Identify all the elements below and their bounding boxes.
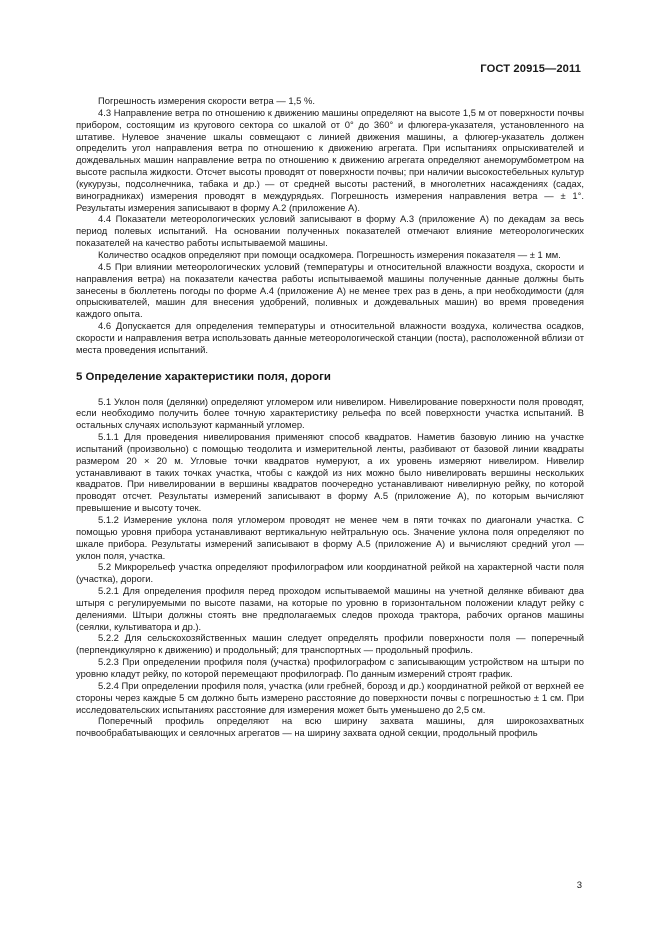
paragraph-5-1-2: 5.1.2 Измерение уклона поля угломером проводят не менее чем в пяти точках по диагонали участка. С помощью уровня прибора устанавливают вертикальную нейтральную ось. Значение уклона поля определяют по шкале прибора. Результаты измерений записывают в форму А.5 (приложение А) и вычисляют средний угол — уклон поля, участка. <box>76 514 584 561</box>
paragraph-4-4: 4.4 Показатели метеорологических условий записывают в форму А.3 (приложение А) по декадам за весь период полевых испытаний. На основании полученных показателей отмечают влияние метеорологических показателей на качество работы испытываемой машины. <box>76 213 584 249</box>
paragraph-5-1: 5.1 Уклон поля (делянки) определяют угломером или нивелиром. Нивелирование поверхности поля проводят, если необходимо получить более точную характеристику рельефа по всей поверхности участка испытаний. В остальных случаях используют карманный угломер. <box>76 395 584 431</box>
paragraph-4-2-tail: Погрешность измерения скорости ветра — 1,5 %. <box>98 95 315 106</box>
paragraph-4-4-precipitation: Количество осадков определяют при помощи осадкомера. Погрешность измерения показателя — ± 1 мм. <box>98 248 561 260</box>
page-number: 3 <box>576 880 582 891</box>
paragraph-5-2-3: 5.2.3 При определении профиля поля (участка) профилографом с записывающим устройством на штыри по уровню кладут рейку, по которой перемещают профилограф. По данным измерений строят график. <box>76 656 584 679</box>
paragraph-5-2-1: 5.2.1 Для определения профиля перед проходом испытываемой машины на учетной делянке вбивают два штыря с регулируемыми по высоте пазами, на которые по уровню в горизонтальном положении кладут рейку с делениями. Штыри должны стоять вне предполагаемых следов прохода трактора, рабочих органов машины (сеялки, культиватора и др.). <box>76 585 584 632</box>
paragraph-5-2-2: 5.2.2 Для сельскохозяйственных машин следует определять профили поверхности поля — поперечный (перпендикулярно к движению) и продольный; для транспортных — продольный профиль. <box>76 632 584 656</box>
paragraph-4-6: 4.6 Допускается для определения температуры и относительной влажности воздуха, количества осадков, скорости и направления ветра использовать данные метеорологической станции (поста), расположенной вблизи от места проведения испытаний. <box>76 320 584 355</box>
paragraph-4-3: 4.3 Направление ветра по отношению к движению машины определяют на высоте 1,5 м от поверхности почвы прибором, состоящим из кругового сектора со шкалой от 0° до 360° и флюгера-указателя, установленного на штативе. Нулевое значение шкалы совмещают с линией движения машины, а флюгер-указатель должен определить угол направления ветра по отношению к движению агрегата. При испытаниях опрыскивателей и дождевальных машин направление ветра по отношению к движению агрегата определяют анеморумбометром на высоте распыла жидкости. Отсчет высоты проводят от поверхности почвы; при наличии высокостебельных культур (кукурузы, подсолнечника, табака и др.) — от средней высоты растений, в многолетних насаждениях (садах, виноградниках) измерения проводят в междурядьях. Погрешность измерения направления ветра — ± 1°. Результаты измерения записывают в форму А.2 (приложение А). <box>76 106 584 213</box>
section-5-heading: 5 Определение характеристики поля, дороги <box>76 370 331 383</box>
paragraph-5-1-1: 5.1.1 Для проведения нивелирования применяют способ квадратов. Наметив базовую линию на участке испытаний (произвольно) с помощью теодолита и измерительной ленты, разбивают от базовой линии квадраты размером 20 × 20 м. Угловые точки квадратов нумеруют, а их уровень измеряют нивелиром. Нивелир устанавливают в таких точках участка, чтобы с каждой из них можно было нивелировать вершины нескольких квадратов. При нивелировании в вершины квадратов поочередно устанавливают нивелирную рейку, по которой проводят отсчет. Результаты измерений записывают в форму А.5 (приложение А), по которым вычисляют превышение и высоту точек. <box>76 431 584 514</box>
paragraph-5-2: 5.2 Микрорельеф участка определяют профилографом или координатной рейкой на характерной части поля (участка), дороги. <box>76 561 584 585</box>
page-body <box>76 95 584 739</box>
paragraph-cross-profile: Поперечный профиль определяют на всю ширину захвата машины, для широкозахватных почвообрабатывающих и сеялочных агрегатов — на ширину захвата одной секции, продольный профиль <box>76 715 584 739</box>
paragraph-4-5: 4.5 При влиянии метеорологических условий (температуры и относительной влажности воздуха, скорости и направления ветра) на показатели качества работы испытываемой машины полученные данные должны быть занесены в бюллетень погоды по форме А.4 (приложение А) не менее трех раз в день, а при необходимости (для опрыскивателей, машин для внесения удобрений, поливных и дождевальных машин) во время проведения каждого опыта. <box>76 260 584 320</box>
paragraph-5-2-4: 5.2.4 При определении профиля поля, участка (или гребней, борозд и др.) координатной рейкой от верхней ее стороны через каждые 5 см должно быть измерено расстояние до поверхности почвы с погрешностью ± 1 см. При исследовательских испытаниях расстояние для измерения может быть уменьшено до 2,5 см. <box>76 679 584 715</box>
standard-code: ГОСТ 20915—2011 <box>480 63 581 75</box>
